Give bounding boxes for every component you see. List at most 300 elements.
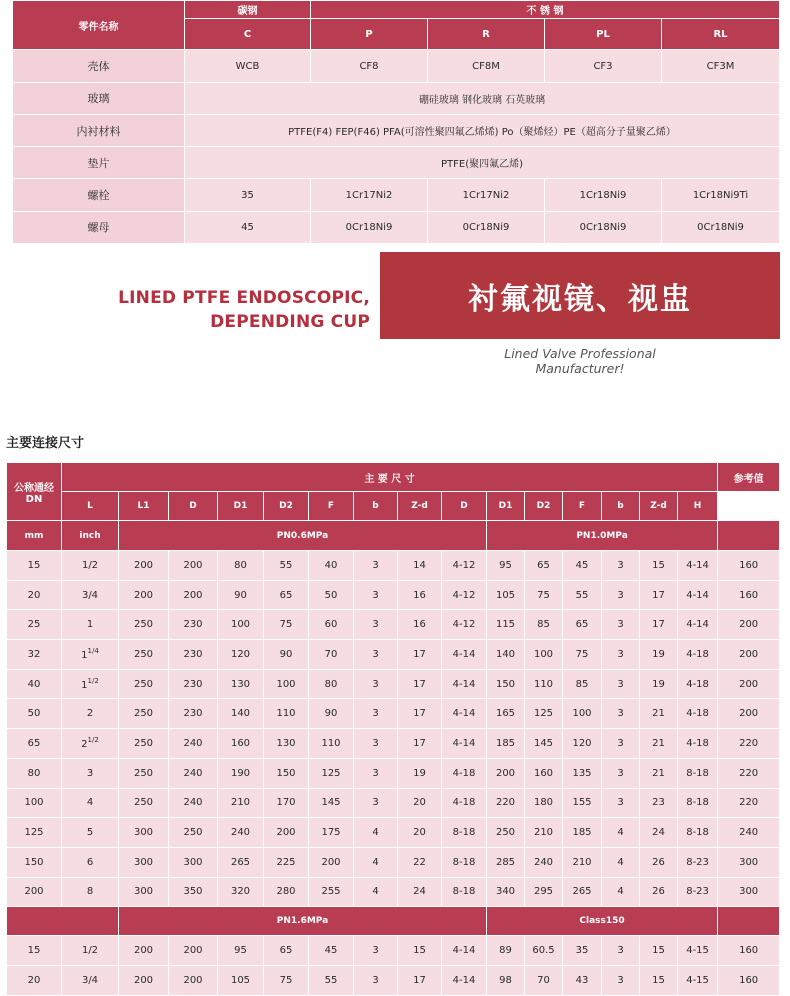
dn-mm-cell: 80 — [7, 758, 62, 788]
col-header: D1 — [218, 492, 264, 521]
dimension-cell: 230 — [169, 669, 218, 699]
material-cell: 0Cr18Ni9 — [545, 211, 662, 243]
table-row — [7, 699, 780, 729]
dimension-cell: 80 — [309, 669, 354, 699]
table-row — [7, 847, 780, 877]
dn-mm-cell: 50 — [7, 699, 62, 729]
dn-mm-cell: 150 — [7, 847, 62, 877]
dimension-cell: 240 — [169, 788, 218, 818]
dimension-cell: 4 — [602, 877, 640, 907]
dimension-cell: 100 — [563, 699, 602, 729]
header-dn — [7, 463, 62, 521]
dimension-cell: 4-14 — [442, 965, 487, 995]
dimension-cell: 24 — [398, 877, 442, 907]
material-cell: 0Cr18Ni9 — [428, 211, 545, 243]
dimension-cell: 17 — [640, 610, 678, 640]
height-cell: 200 — [718, 640, 780, 670]
dn-inch-cell: 3 — [62, 758, 119, 788]
dimension-cell: 90 — [309, 699, 354, 729]
code-p: P — [311, 19, 428, 50]
dimension-cell: 8-23 — [678, 877, 718, 907]
dimension-cell: 250 — [119, 610, 169, 640]
material-cell: CF3M — [662, 50, 780, 82]
dimension-cell: 65 — [264, 936, 309, 966]
dimension-cell: 4 — [602, 847, 640, 877]
header-blank — [718, 907, 780, 936]
inch-fraction: 1/4 — [87, 647, 99, 656]
dimension-cell: 210 — [525, 818, 563, 848]
dn-inch-cell: 2 — [62, 699, 119, 729]
dn-mm-cell: 15 — [7, 936, 62, 966]
dimension-cell: 17 — [398, 965, 442, 995]
dimension-cell: 19 — [398, 758, 442, 788]
dimension-cell: 200 — [169, 936, 218, 966]
inch-whole: 1 — [81, 680, 88, 692]
col-header: H — [678, 492, 718, 521]
dimension-cell: 250 — [119, 640, 169, 670]
part-name: 螺栓 — [13, 179, 185, 211]
material-cell: 0Cr18Ni9 — [662, 211, 780, 243]
dimension-cell: 3 — [602, 788, 640, 818]
dimension-cell: 65 — [563, 610, 602, 640]
part-name: 垫片 — [13, 147, 185, 179]
material-cell: CF8M — [428, 50, 545, 82]
dimension-cell: 21 — [640, 699, 678, 729]
dimension-cell: 3 — [602, 640, 640, 670]
dimension-cell: 95 — [218, 936, 264, 966]
dimension-cell: 8-18 — [442, 847, 487, 877]
dimension-cell: 285 — [487, 847, 525, 877]
inch-whole: 1 — [81, 650, 88, 662]
dimension-cell: 3 — [354, 551, 398, 581]
dimension-cell: 110 — [264, 699, 309, 729]
header-reference: 参考值 — [718, 463, 780, 492]
dimension-cell: 75 — [264, 965, 309, 995]
dimension-cell: 300 — [119, 877, 169, 907]
tagline-line: Lined Valve Professional — [504, 346, 656, 361]
dimension-cell: 21 — [640, 729, 678, 759]
dimension-cell: 4-14 — [442, 936, 487, 966]
material-cell: 45 — [185, 211, 311, 243]
dimension-cell: 200 — [264, 818, 309, 848]
dimension-cell: 240 — [169, 758, 218, 788]
dn-mm-cell: 40 — [7, 669, 62, 699]
dn-inch-cell: 1 — [62, 610, 119, 640]
header-dn-line: 公称通经 — [14, 482, 54, 494]
dimension-cell: 155 — [563, 788, 602, 818]
code-r: R — [428, 19, 545, 50]
material-cell: CF3 — [545, 50, 662, 82]
dn-inch-cell: 3/4 — [62, 580, 119, 610]
dn-inch-cell — [62, 640, 119, 670]
pressure-class-label: PN0.6MPa — [119, 521, 487, 551]
dimension-cell: 105 — [487, 580, 525, 610]
header-carbon-steel: 碳钢 — [185, 1, 311, 19]
dimension-cell: 70 — [525, 965, 563, 995]
part-name: 玻璃 — [13, 82, 185, 114]
dimension-cell: 240 — [525, 847, 563, 877]
dimension-cell: 4-18 — [678, 729, 718, 759]
header-blank — [7, 907, 119, 936]
part-name: 壳体 — [13, 50, 185, 82]
col-header: F — [563, 492, 602, 521]
dimension-cell: 120 — [563, 729, 602, 759]
dimension-cell: 8-18 — [442, 877, 487, 907]
dimension-cell: 340 — [487, 877, 525, 907]
table-row — [13, 211, 780, 243]
dn-mm-cell: 125 — [7, 818, 62, 848]
inch-fraction: 1/2 — [87, 736, 99, 745]
dn-mm-cell: 15 — [7, 551, 62, 581]
col-header: D1 — [487, 492, 525, 521]
dimension-cell: 75 — [525, 580, 563, 610]
dimension-cell: 300 — [119, 818, 169, 848]
dimension-cell: 3 — [602, 580, 640, 610]
dimension-cell: 75 — [264, 610, 309, 640]
col-header: F — [309, 492, 354, 521]
dimension-cell: 100 — [264, 669, 309, 699]
dimension-cell: 55 — [264, 551, 309, 581]
col-header: Z-d — [640, 492, 678, 521]
dimension-cell: 105 — [218, 965, 264, 995]
dimension-cell: 100 — [525, 640, 563, 670]
dimension-cell: 20 — [398, 818, 442, 848]
dimension-cell: 3 — [354, 729, 398, 759]
dimension-cell: 21 — [640, 758, 678, 788]
dimension-cell: 165 — [487, 699, 525, 729]
dimension-cell: 3 — [354, 758, 398, 788]
dimension-cell: 3 — [602, 551, 640, 581]
code-pl: PL — [545, 19, 662, 50]
dimension-cell: 55 — [309, 965, 354, 995]
dimension-cell: 250 — [119, 758, 169, 788]
dimension-cell: 185 — [487, 729, 525, 759]
dimension-cell: 230 — [169, 699, 218, 729]
dimension-cell: 19 — [640, 640, 678, 670]
dimension-cell: 8-18 — [678, 788, 718, 818]
dimension-cell: 200 — [119, 580, 169, 610]
dimension-cell: 4 — [354, 847, 398, 877]
dimension-cell: 200 — [487, 758, 525, 788]
height-cell: 200 — [718, 669, 780, 699]
dimension-cell: 265 — [563, 877, 602, 907]
col-header: b — [354, 492, 398, 521]
dn-inch-cell — [62, 669, 119, 699]
dimension-cell: 55 — [563, 580, 602, 610]
col-header: D — [442, 492, 487, 521]
part-name: 内衬材料 — [13, 114, 185, 146]
material-cell: 1Cr18Ni9Ti — [662, 179, 780, 211]
inch-whole: 2 — [81, 739, 88, 751]
dimension-cell: 3 — [354, 699, 398, 729]
dimension-cell: 4-18 — [678, 669, 718, 699]
header-main-dimensions: 主 要 尺 寸 — [62, 463, 718, 492]
material-span-cell: 硼硅玻璃 钢化玻璃 石英玻璃 — [185, 82, 780, 114]
dimension-cell: 4 — [354, 818, 398, 848]
dn-inch-cell: 3/4 — [62, 965, 119, 995]
dimension-cell: 190 — [218, 758, 264, 788]
dimension-cell: 8-18 — [442, 818, 487, 848]
dimension-cell: 3 — [602, 610, 640, 640]
dimension-cell: 250 — [119, 699, 169, 729]
height-cell: 240 — [718, 818, 780, 848]
dimension-cell: 130 — [264, 729, 309, 759]
dimension-cell: 110 — [525, 669, 563, 699]
dimension-cell: 65 — [264, 580, 309, 610]
dimension-cell: 145 — [525, 729, 563, 759]
dimension-cell: 3 — [354, 610, 398, 640]
dimension-cell: 320 — [218, 877, 264, 907]
dimension-cell: 70 — [309, 640, 354, 670]
material-cell: CF8 — [311, 50, 428, 82]
dimension-cell: 45 — [563, 551, 602, 581]
dn-mm-cell: 20 — [7, 580, 62, 610]
dn-inch-cell — [62, 729, 119, 759]
dimension-cell: 240 — [218, 818, 264, 848]
table-row — [7, 729, 780, 759]
material-span-cell: PTFE(聚四氟乙烯) — [185, 147, 780, 179]
dimension-cell: 8-18 — [678, 818, 718, 848]
dimensions-table — [6, 462, 780, 996]
dimension-cell: 140 — [487, 640, 525, 670]
dimension-cell: 200 — [169, 551, 218, 581]
table-row — [7, 788, 780, 818]
header-dn-line: DN — [25, 493, 43, 505]
dimension-cell: 17 — [398, 699, 442, 729]
dimension-cell: 4-18 — [442, 758, 487, 788]
dimension-cell: 220 — [487, 788, 525, 818]
dimension-cell: 85 — [525, 610, 563, 640]
material-cell: 1Cr18Ni9 — [545, 179, 662, 211]
dimension-cell: 8-23 — [678, 847, 718, 877]
dn-inch-cell: 5 — [62, 818, 119, 848]
dimension-cell: 15 — [398, 936, 442, 966]
banner-english-line: LINED PTFE ENDOSCOPIC, — [118, 288, 370, 308]
material-cell: WCB — [185, 50, 311, 82]
table-row — [7, 610, 780, 640]
dimension-cell: 140 — [218, 699, 264, 729]
dimension-cell: 3 — [354, 669, 398, 699]
dimension-cell: 90 — [264, 640, 309, 670]
height-cell: 300 — [718, 847, 780, 877]
dimension-cell: 95 — [487, 551, 525, 581]
col-header: Z-d — [398, 492, 442, 521]
height-cell: 200 — [718, 610, 780, 640]
code-c: C — [185, 19, 311, 50]
dn-mm-cell: 32 — [7, 640, 62, 670]
dn-inch-cell: 8 — [62, 877, 119, 907]
table-row — [7, 669, 780, 699]
dimension-cell: 85 — [563, 669, 602, 699]
dimension-cell: 4-14 — [442, 729, 487, 759]
dimension-cell: 180 — [525, 788, 563, 818]
dimension-cell: 17 — [398, 669, 442, 699]
dimension-cell: 16 — [398, 580, 442, 610]
dn-inch-cell: 6 — [62, 847, 119, 877]
dimension-cell: 3 — [602, 699, 640, 729]
col-header: b — [602, 492, 640, 521]
dimension-cell: 4 — [602, 818, 640, 848]
table-row — [13, 82, 780, 114]
dimension-cell: 200 — [169, 965, 218, 995]
dn-inch-cell: 1/2 — [62, 936, 119, 966]
dimension-cell: 3 — [354, 580, 398, 610]
dimension-cell: 230 — [169, 610, 218, 640]
dimension-cell: 60 — [309, 610, 354, 640]
height-cell: 220 — [718, 758, 780, 788]
table-row — [7, 758, 780, 788]
dimension-cell: 230 — [169, 640, 218, 670]
dimension-cell: 4-14 — [442, 669, 487, 699]
col-header: D2 — [525, 492, 563, 521]
dimension-cell: 17 — [640, 580, 678, 610]
dimension-cell: 50 — [309, 580, 354, 610]
dimension-cell: 210 — [218, 788, 264, 818]
dimension-cell: 145 — [309, 788, 354, 818]
dimension-cell: 20 — [398, 788, 442, 818]
dimension-cell: 300 — [119, 847, 169, 877]
dimension-cell: 150 — [264, 758, 309, 788]
dimension-cell: 170 — [264, 788, 309, 818]
pressure-class-label: PN1.0MPa — [487, 521, 718, 551]
banner-english-line: DEPENDING CUP — [210, 312, 370, 332]
dimension-cell: 26 — [640, 847, 678, 877]
dimension-cell: 110 — [309, 729, 354, 759]
table-row — [13, 179, 780, 211]
table-row — [7, 818, 780, 848]
dimension-cell: 45 — [309, 936, 354, 966]
dimension-cell: 3 — [354, 936, 398, 966]
dn-inch-cell: 1/2 — [62, 551, 119, 581]
dimension-cell: 24 — [640, 818, 678, 848]
dimension-cell: 135 — [563, 758, 602, 788]
dimension-cell: 200 — [119, 936, 169, 966]
dimension-cell: 65 — [525, 551, 563, 581]
material-cell: 1Cr17Ni2 — [428, 179, 545, 211]
height-cell: 160 — [718, 936, 780, 966]
dimension-cell: 40 — [309, 551, 354, 581]
pressure-class-label: Class150 — [487, 907, 718, 936]
height-cell: 160 — [718, 965, 780, 995]
dimension-cell: 15 — [640, 965, 678, 995]
dimension-cell: 17 — [398, 729, 442, 759]
dimension-cell: 115 — [487, 610, 525, 640]
col-header: L1 — [119, 492, 169, 521]
dimension-cell: 125 — [309, 758, 354, 788]
height-cell: 200 — [718, 699, 780, 729]
material-span-cell: PTFE(F4) FEP(F46) PFA(可溶性聚四氟乙烯烯) Po（聚烯烃）PE（超高分子量聚乙烯） — [185, 114, 780, 146]
dimension-cell: 4-14 — [442, 640, 487, 670]
dimension-cell: 210 — [563, 847, 602, 877]
dimension-cell: 200 — [119, 551, 169, 581]
banner-chinese-title: 衬氟视镜、视盅 — [468, 281, 692, 317]
dimension-cell: 4-14 — [442, 699, 487, 729]
table-row — [7, 936, 780, 966]
dimension-cell: 15 — [640, 936, 678, 966]
tagline-line: Manufacturer! — [535, 361, 625, 376]
dimension-cell: 3 — [602, 669, 640, 699]
dimension-cell: 16 — [398, 610, 442, 640]
dimension-cell: 3 — [354, 788, 398, 818]
dimension-cell: 22 — [398, 847, 442, 877]
dn-mm-cell: 65 — [7, 729, 62, 759]
dn-mm-cell: 100 — [7, 788, 62, 818]
dimension-cell: 150 — [487, 669, 525, 699]
height-cell: 300 — [718, 877, 780, 907]
dimension-cell: 160 — [525, 758, 563, 788]
table-row — [7, 580, 780, 610]
dimension-cell: 200 — [119, 965, 169, 995]
unit-mm: mm — [7, 521, 62, 551]
dimension-cell: 17 — [398, 640, 442, 670]
table-row — [13, 50, 780, 82]
table-row — [13, 147, 780, 179]
table-row — [7, 640, 780, 670]
dimension-cell: 4-18 — [678, 699, 718, 729]
banner-english-title — [118, 286, 370, 334]
dimension-cell: 4-18 — [678, 640, 718, 670]
pressure-class-label: PN1.6MPa — [119, 907, 487, 936]
dimension-cell: 4-14 — [678, 551, 718, 581]
materials-table — [12, 0, 780, 244]
height-cell: 160 — [718, 551, 780, 581]
dimension-cell: 60.5 — [525, 936, 563, 966]
dimension-cell: 3 — [602, 936, 640, 966]
dimension-cell: 4 — [354, 877, 398, 907]
dimension-cell: 185 — [563, 818, 602, 848]
dimension-cell: 280 — [264, 877, 309, 907]
col-header: L — [62, 492, 119, 521]
dn-mm-cell: 20 — [7, 965, 62, 995]
dimension-cell: 3 — [354, 640, 398, 670]
material-cell: 35 — [185, 179, 311, 211]
section-title: 主要连接尺寸 — [6, 436, 85, 451]
dimension-cell: 98 — [487, 965, 525, 995]
dimension-cell: 4-12 — [442, 551, 487, 581]
dimension-cell: 80 — [218, 551, 264, 581]
dimension-cell: 90 — [218, 580, 264, 610]
header-stainless: 不 锈 钢 — [311, 1, 780, 19]
banner-red-box — [380, 252, 780, 339]
dimension-cell: 4-15 — [678, 965, 718, 995]
dimension-cell: 8-18 — [678, 758, 718, 788]
dimension-cell: 300 — [169, 847, 218, 877]
dimension-cell: 240 — [169, 729, 218, 759]
header-part-name: 零件名称 — [13, 1, 185, 50]
dimension-cell: 225 — [264, 847, 309, 877]
dimension-cell: 160 — [218, 729, 264, 759]
dimension-cell: 3 — [602, 965, 640, 995]
dimension-cell: 250 — [119, 788, 169, 818]
dimension-cell: 200 — [169, 580, 218, 610]
dimension-cell: 4-12 — [442, 610, 487, 640]
dimension-cell: 19 — [640, 669, 678, 699]
banner-tagline — [470, 346, 690, 376]
dimension-cell: 130 — [218, 669, 264, 699]
dimension-cell: 250 — [119, 729, 169, 759]
col-header: D2 — [264, 492, 309, 521]
dimension-cell: 89 — [487, 936, 525, 966]
dimension-cell: 265 — [218, 847, 264, 877]
dimension-cell: 26 — [640, 877, 678, 907]
height-cell: 220 — [718, 729, 780, 759]
dimension-cell: 75 — [563, 640, 602, 670]
dimension-cell: 3 — [354, 965, 398, 995]
code-rl: RL — [662, 19, 780, 50]
dimension-cell: 200 — [309, 847, 354, 877]
dimension-cell: 250 — [119, 669, 169, 699]
dn-mm-cell: 25 — [7, 610, 62, 640]
